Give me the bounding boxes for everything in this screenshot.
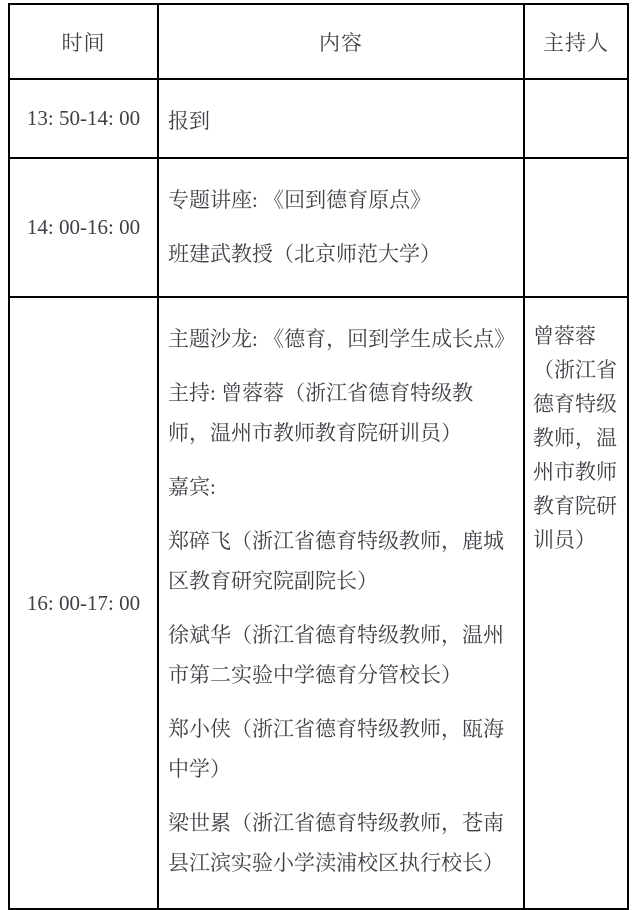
col-header-time: 时间 [9, 4, 158, 79]
table-row-lecture [9, 158, 628, 297]
content-cell [158, 158, 524, 297]
header-row [9, 4, 628, 79]
content-paragraph: 班建武教授（北京师范大学） [168, 242, 441, 266]
host-cell [524, 79, 628, 158]
time-cell: 16: 00-17: 00 [9, 297, 158, 909]
table-row-registration [9, 79, 628, 158]
content-paragraph: 主题沙龙: 《德育，回到学生成长点》 [168, 327, 516, 351]
content-paragraph: 郑碎飞（浙江省德育特级教师，鹿城区教育研究院副院长） [168, 529, 504, 593]
host-paragraph: 曾蓉蓉（浙江省德育特级教师，温州市教师教育院研训员） [533, 324, 617, 552]
time-cell: 14: 00-16: 00 [9, 158, 158, 297]
schedule-table [8, 3, 629, 910]
content-paragraph: 嘉宾: [168, 475, 216, 499]
time-cell: 13: 50-14: 00 [9, 79, 158, 158]
content-paragraph: 专题讲座: 《回到德育原点》 [168, 188, 432, 212]
col-header-host: 主持人 [524, 4, 628, 79]
content-paragraph: 徐斌华（浙江省德育特级教师，温州市第二实验中学德育分管校长） [168, 623, 504, 687]
col-header-content: 内容 [158, 4, 524, 79]
content-paragraph: 主持: 曾蓉蓉（浙江省德育特级教师，温州市教师教育院研训员） [168, 381, 474, 445]
content-cell [158, 79, 524, 158]
host-cell [524, 297, 628, 909]
content-paragraph: 郑小侠（浙江省德育特级教师，瓯海中学） [168, 717, 504, 781]
content-paragraph: 报到 [168, 109, 210, 133]
content-cell [158, 297, 524, 909]
content-paragraph: 梁世累（浙江省德育特级教师，苍南县江滨实验小学渎浦校区执行校长） [168, 811, 504, 875]
host-cell [524, 158, 628, 297]
table-row-salon [9, 297, 628, 909]
